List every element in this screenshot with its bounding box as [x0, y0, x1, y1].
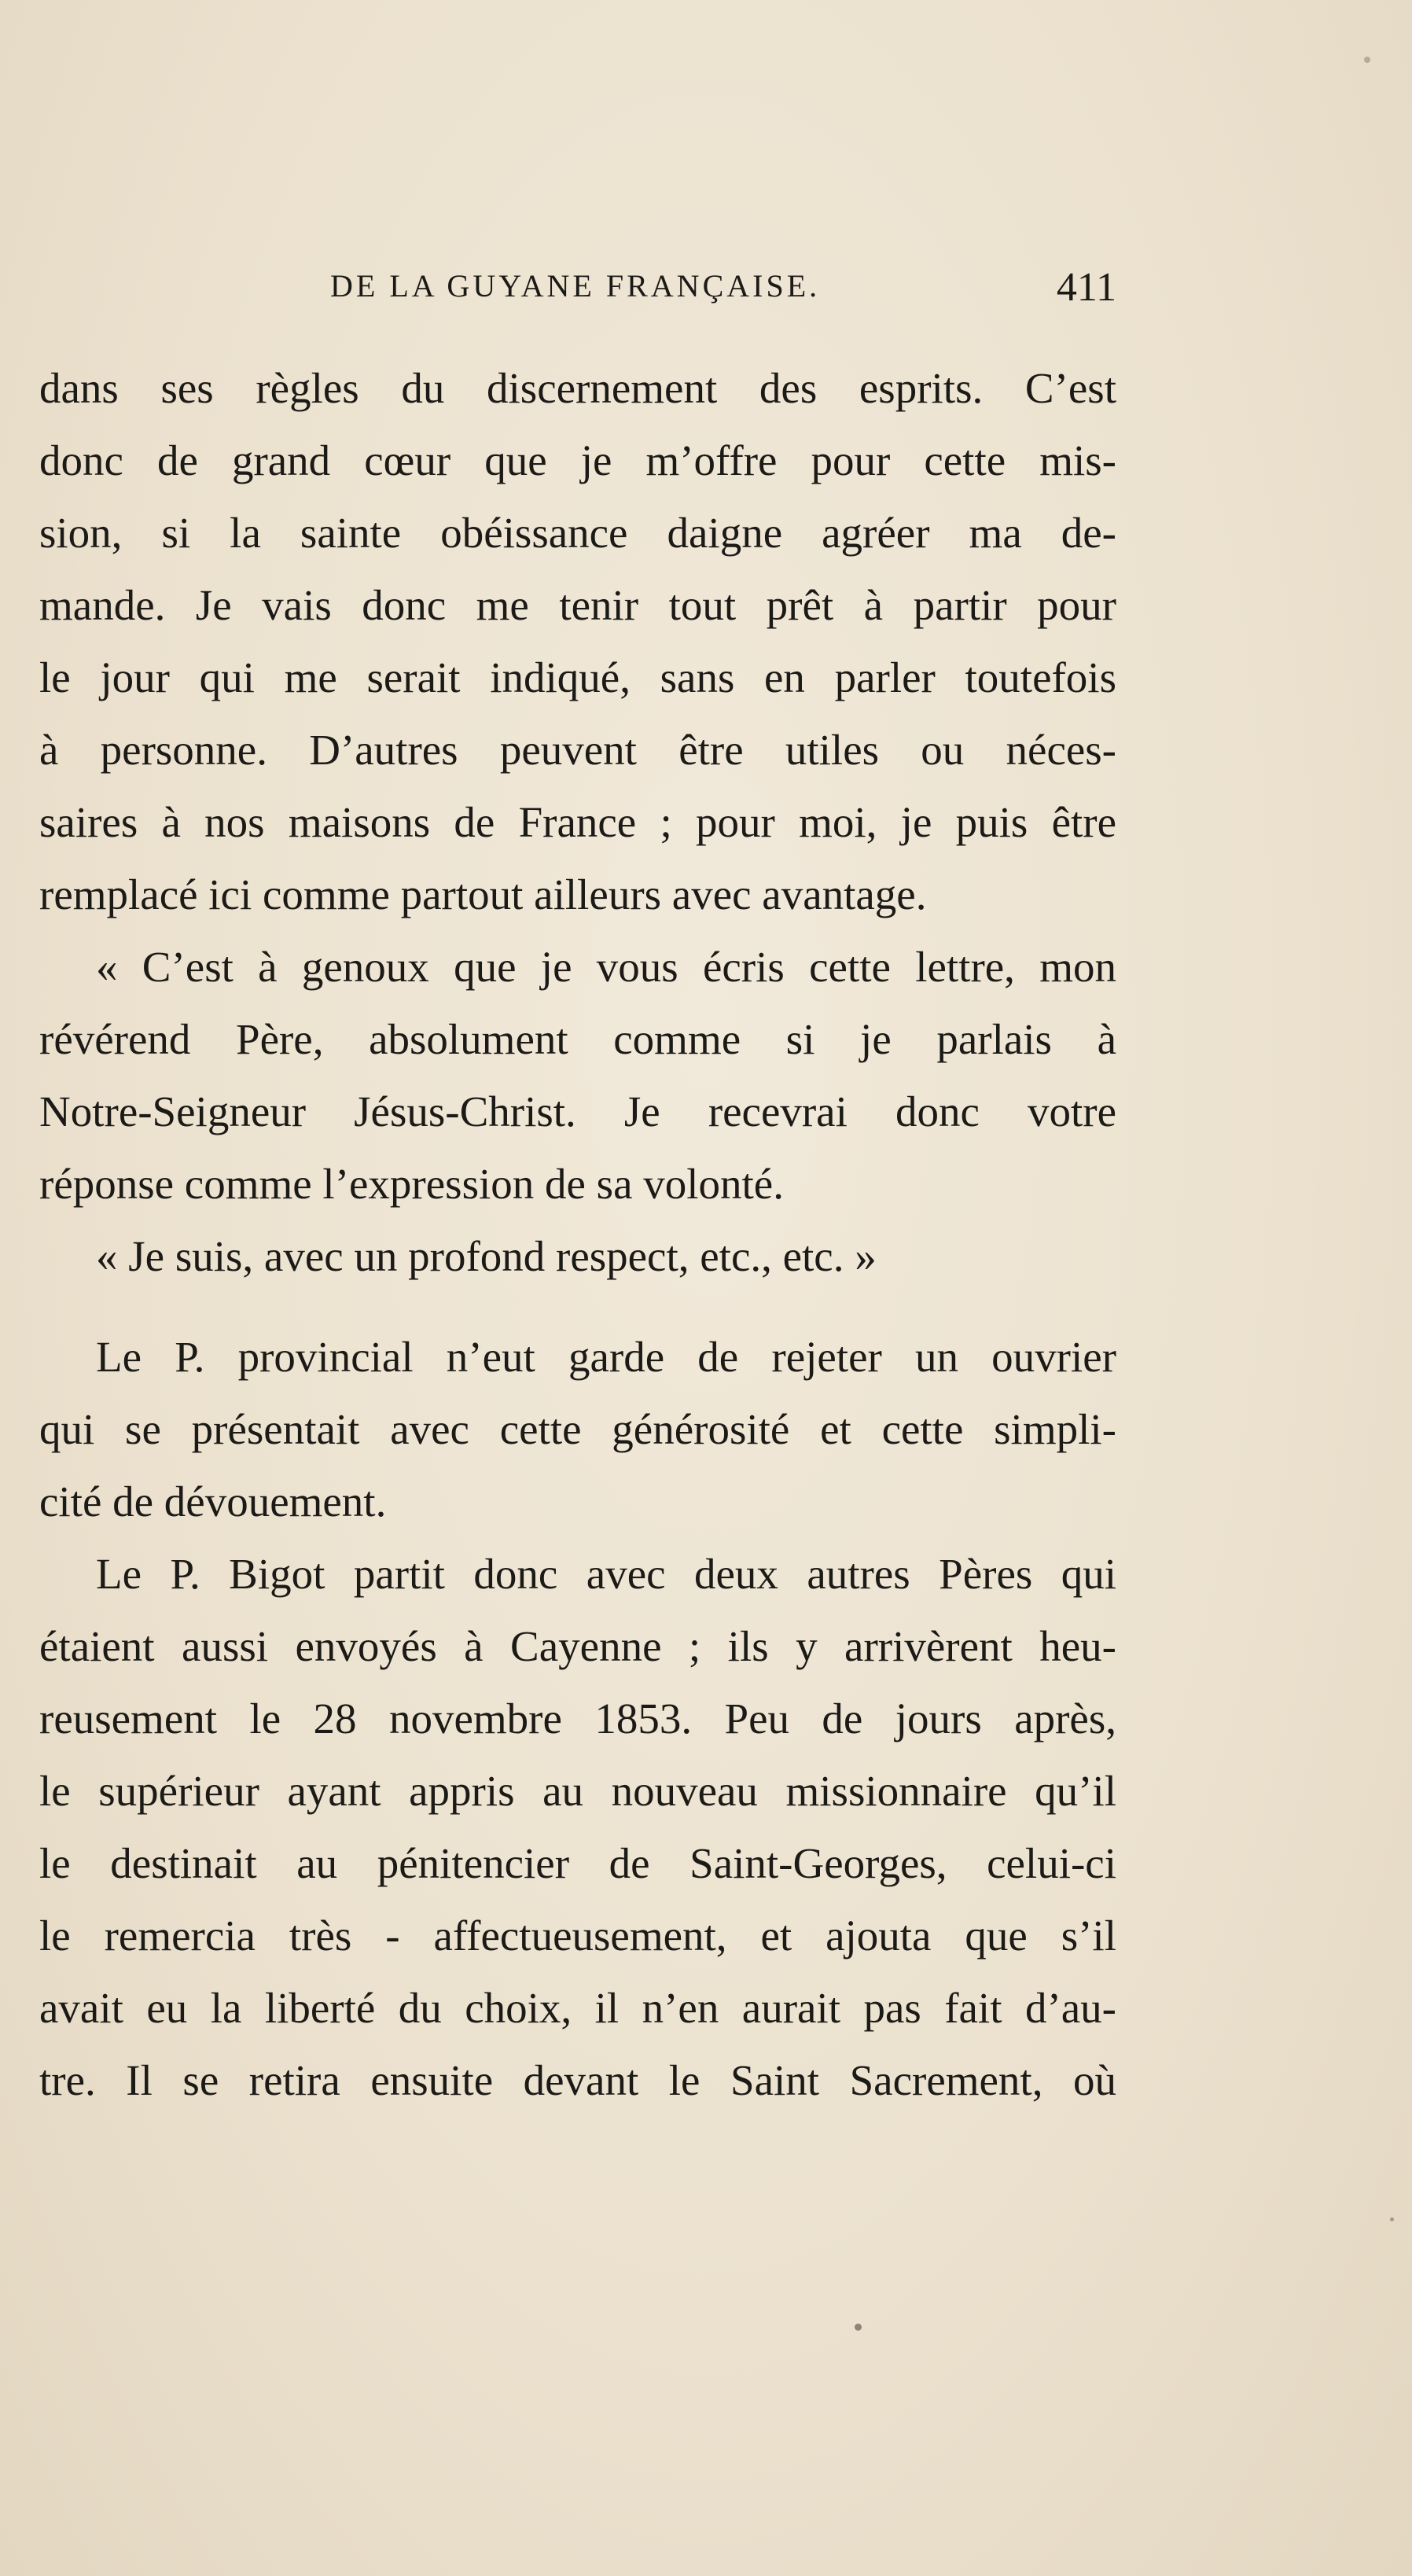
- text-line: cité de dévouement.: [39, 1478, 387, 1525]
- text-line: à personne. D’autres peuvent être utiles ou néces-: [39, 726, 1116, 774]
- paper-speck: [1364, 57, 1370, 63]
- text-line: sion, si la sainte obéissance daigne agréer ma de-: [39, 509, 1116, 557]
- text-line: dans ses règles du discernement des esprits. C’est: [39, 364, 1116, 412]
- text-line: reusement le 28 novembre 1853. Peu de jours après,: [39, 1695, 1116, 1742]
- page-number: 411: [1056, 265, 1116, 310]
- text-line: Le P. Bigot partit donc avec deux autres Pères qui: [96, 1550, 1116, 1598]
- text-line: donc de grand cœur que je m’offre pour cette mis-: [39, 436, 1116, 484]
- text-line: « Je suis, avec un profond respect, etc., etc. »: [96, 1232, 877, 1280]
- text-line: étaient aussi envoyés à Cayenne ; ils y arrivèrent heu-: [39, 1622, 1116, 1670]
- body-text: [39, 352, 1116, 2117]
- text-line: Notre-Seigneur Jésus-Christ. Je recevrai donc votre: [39, 1087, 1116, 1135]
- text-line: le remercia très - affectueusement, et ajouta que s’il: [39, 1912, 1116, 1960]
- text-line: Le P. provincial n’eut garde de rejeter un ouvrier: [96, 1333, 1116, 1381]
- text-line: mande. Je vais donc me tenir tout prêt à partir pour: [39, 581, 1116, 629]
- text-line: le destinait au pénitencier de Saint-Georges, celui-ci: [39, 1839, 1116, 1887]
- paper-speck: [1390, 2217, 1394, 2221]
- text-line: remplacé ici comme partout ailleurs avec avantage.: [39, 870, 927, 918]
- running-head: [39, 267, 1116, 322]
- text-line: le jour qui me serait indiqué, sans en parler toutefois: [39, 653, 1116, 701]
- text-line: saires à nos maisons de France ; pour moi, je puis être: [39, 798, 1116, 846]
- text-line: révérend Père, absolument comme si je parlais à: [39, 1015, 1116, 1063]
- text-line: « C’est à genoux que je vous écris cette lettre, mon: [96, 943, 1116, 991]
- text-line: le supérieur ayant appris au nouveau missionnaire qu’il: [39, 1767, 1116, 1815]
- text-line: réponse comme l’expression de sa volonté.: [39, 1160, 784, 1208]
- paper-speck: [855, 2324, 862, 2331]
- text-line: avait eu la liberté du choix, il n’en aurait pas fait d’au-: [39, 1984, 1116, 2032]
- running-title: DE LA GUYANE FRANÇAISE.: [330, 268, 821, 304]
- text-line: tre. Il se retira ensuite devant le Saint Sacrement, où: [39, 2056, 1116, 2104]
- text-line: qui se présentait avec cette générosité et cette simpli-: [39, 1405, 1116, 1453]
